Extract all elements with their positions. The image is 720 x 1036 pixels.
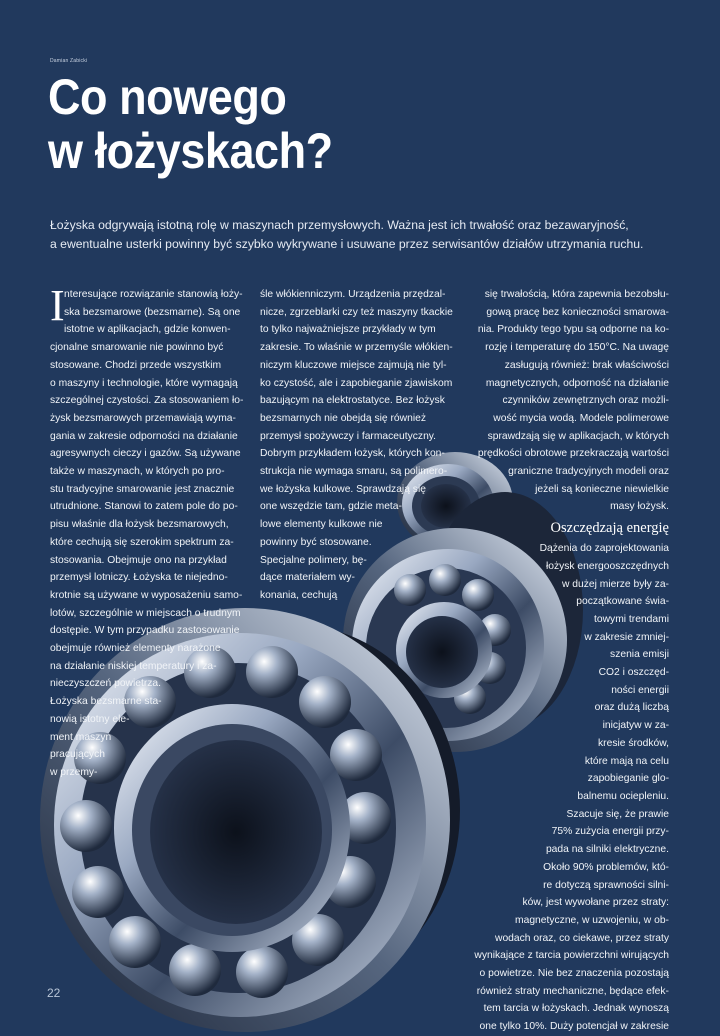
text-line: oraz dużą liczbą <box>594 702 669 714</box>
text-line: magnetyczne, w uzwojeniu, w ob- <box>515 914 669 926</box>
column-3-body-a <box>473 286 669 516</box>
text-line: utrudnione. Stanowi to zatem pole do po- <box>50 501 238 513</box>
column-1-body <box>50 281 246 782</box>
text-line: stosowane. Chodzi przede wszystkim <box>50 359 222 371</box>
text-line: również straty mechaniczne, będące efek- <box>476 985 669 997</box>
text-line: Szacuje się, że prawie <box>566 808 669 820</box>
text-line: gania w zakresie odporności na działanie <box>50 430 238 442</box>
text-line: masy łożysk. <box>610 501 669 513</box>
text-line: łożysk energooszczędnych <box>545 560 669 572</box>
text-line: agresywnych cieczy i gazów. Są używane <box>50 448 241 460</box>
text-line: żysk bezsmarowych przemawiają wyma- <box>50 412 236 424</box>
text-line: śle włókienniczym. Urządzenia przędzal- <box>260 289 446 300</box>
text-line: one wszędzie tam, gdzie meta- <box>260 501 402 513</box>
author-name: Damian Zabicki <box>50 58 88 64</box>
text-line: Około 90% problemów, któ- <box>543 861 669 873</box>
text-line: które mają na celu <box>584 755 669 767</box>
title-line: w łożyskach? <box>48 123 333 179</box>
text-line: obejmuje również elementy narażone <box>50 643 221 655</box>
text-line: się trwałością, która zapewnia bezobsłu- <box>484 289 669 300</box>
text-line: istotne w aplikacjach, gdzie konwen- <box>64 324 231 336</box>
text-line: nieczyszczeń powietrza. <box>50 678 162 690</box>
text-line: cjonalne smarowanie nie powinno być <box>50 342 224 354</box>
column-2-body <box>260 286 458 605</box>
text-line: ków, jest wywołane przez straty: <box>522 897 669 909</box>
text-line: nteresujące rozwiązanie stanowią łoży- <box>64 289 243 300</box>
text-line: Dążenia do zaprojektowania <box>539 543 669 555</box>
text-line: w przemy- <box>50 766 98 778</box>
text-line: powinny być stosowane. <box>260 536 372 548</box>
lead-line: a ewentualne usterki powinny być szybko wykrywane i usuwane przez serwisantów działów utrzymania ruchu. <box>50 237 644 251</box>
text-line: stosowania. Obejmuje ono na przykład <box>50 554 227 566</box>
text-line: one tylko 10%. Duży potencjał w zakresie <box>479 1021 669 1033</box>
text-line: pracujących <box>50 749 105 761</box>
text-line: nowią istotny ele- <box>50 713 130 725</box>
text-line: wynikające z tarcia powierzchni wirujących <box>474 950 669 962</box>
section-subheading: Oszczędzają energię <box>550 520 669 537</box>
text-line: Dobrym przykładem łożysk, których kon- <box>260 448 445 460</box>
text-line: na działanie niskiej temperatury i za- <box>50 660 217 672</box>
page-number: 22 <box>47 986 61 1000</box>
text-line: Łożyska bezsmarne sta- <box>50 696 162 708</box>
text-line: przemysł spożywczy i farmaceutyczny. <box>260 430 437 442</box>
text-line: o maszyny i technologie, które wymagają <box>50 377 238 389</box>
text-line: ności energii <box>611 684 669 696</box>
text-line: ment maszyn <box>50 731 112 743</box>
text-line: dące materiałem wy- <box>260 572 355 584</box>
text-line: re dotyczą sprawności silni- <box>543 879 669 891</box>
text-line: jeżeli są konieczne niewielkie <box>535 483 669 495</box>
text-line: w zakresie zmniej- <box>584 631 669 643</box>
text-line: 75% zużycia energii przy- <box>551 826 669 838</box>
text-line: prędkości obrotowe przekraczają wartości <box>477 448 669 460</box>
text-line: szczególnej czystości. Za stosowaniem ło- <box>50 395 244 407</box>
text-line: zakresie. To właśnie w przemyśle włókien- <box>260 342 453 354</box>
text-line: niczym kluczowe miejsce zajmują nie tyl- <box>260 359 447 371</box>
text-column-3 <box>473 286 669 1036</box>
text-line: początkowane świa- <box>576 596 669 608</box>
article-title <box>48 70 588 178</box>
text-line: magnetycznych, odporność na działanie <box>485 377 669 389</box>
text-line: przemysł lotniczy. Łożyska te niejedno- <box>50 572 228 584</box>
text-line: wodach oraz, co ciekawe, przez straty <box>495 932 669 944</box>
text-line: krotnie są używane w wyposażeniu samo- <box>50 589 243 601</box>
text-line: bazującym na elektrostatyce. Bez łożysk <box>260 395 445 407</box>
text-line: dostępie. W tym przypadku zastosowanie <box>50 625 240 637</box>
lead-line: Łożyska odgrywają istotną rolę w maszynach przemysłowych. Ważna jest ich trwałość oraz bezawaryjność, <box>50 218 629 232</box>
text-line: gową pracę bez konieczności smarowa- <box>486 306 669 318</box>
article-lead <box>50 216 670 254</box>
text-column-2 <box>260 286 458 605</box>
text-line: zasługują również: brak właściwości <box>504 359 669 371</box>
text-line: to tylko najważniejsze przykłady w tym <box>260 324 436 336</box>
text-line: kresie środków, <box>598 737 669 749</box>
text-line: zapobieganie glo- <box>587 773 669 785</box>
title-line: Co nowego <box>48 69 287 125</box>
text-line: pisu właśnie dla łożysk bezsmarowych, <box>50 519 229 531</box>
text-line: czynników zewnętrznych oraz możli- <box>502 395 669 407</box>
dropcap: I <box>50 281 65 330</box>
text-line: szenia emisji <box>610 649 669 661</box>
text-line: pada na silniki elektryczne. <box>545 844 669 856</box>
text-line: we łożyska kulkowe. Sprawdzają się <box>260 483 426 495</box>
text-line: nia. Produkty tego typu są odporne na ko- <box>477 324 669 336</box>
text-line: sprawdzają się w aplikacjach, w których <box>487 430 669 442</box>
text-line: balnemu ociepleniu. <box>577 790 669 802</box>
text-line: także w maszynach, w których po pro- <box>50 466 225 478</box>
text-line: Specjalne polimery, bę- <box>260 554 367 566</box>
text-line: stu tradycyjne smarowanie jest znacznie <box>50 483 235 495</box>
text-line: graniczne tradycyjnych modeli oraz <box>508 466 669 478</box>
text-line: towymi trendami <box>594 613 669 625</box>
text-line: inicjatyw w za- <box>602 720 669 732</box>
text-line: strukcja nie wymaga smaru, są polimero- <box>260 466 448 478</box>
text-line: konania, cechują <box>260 589 338 601</box>
text-line: wość mycia wodą. Modele polimerowe <box>493 412 669 424</box>
text-line: CO2 i oszczęd- <box>598 667 669 679</box>
text-column-1 <box>50 281 246 782</box>
text-line: w dużej mierze były za- <box>561 578 669 590</box>
text-line: ko czystość, ale i zapobieganie zjawiskom <box>260 377 453 389</box>
text-line: nicze, zgrzeblarki czy też maszyny tkackie <box>260 306 453 318</box>
text-line: o powietrze. Nie bez znaczenia pozostają <box>479 968 669 980</box>
column-3-body-b <box>473 540 669 1036</box>
text-line: bezsmarnych nie obejdą się również <box>260 412 426 424</box>
text-line: które cechują się szerokim spektrum za- <box>50 536 234 548</box>
text-line: tem tarcia w łożyskach. Jednak wynoszą <box>483 1003 669 1015</box>
text-line: lotów, szczególnie w miejscach o trudnym <box>50 607 241 619</box>
text-line: ska bezsmarowe (bezsmarne). Są one <box>64 306 241 318</box>
text-line: rozję i temperaturę do 150°C. Na uwagę <box>485 342 669 354</box>
text-line: lowe elementy kulkowe nie <box>260 519 383 531</box>
